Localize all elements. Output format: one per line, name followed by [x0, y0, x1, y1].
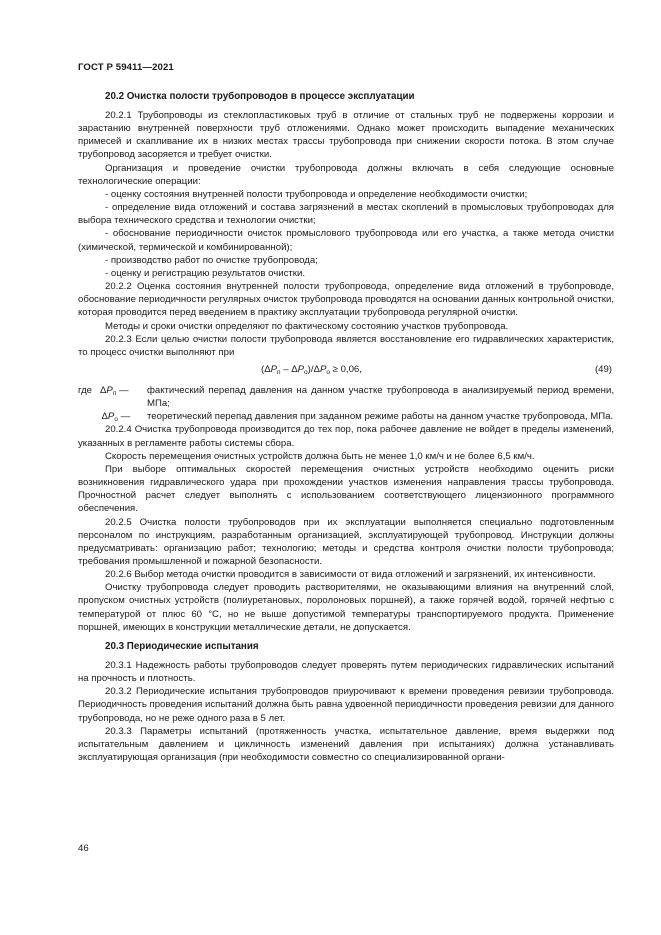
symbol-label: где $\Delta P_п$ —: [78, 384, 132, 397]
paragraph-20-2-3: 20.2.3 Если целью очистки полости трубопровода является восстановление его гидравлических характеристик, то процесс очистки выполняют при: [78, 333, 614, 358]
page-content: [78, 90, 614, 764]
symbol-description: теоретический перепад давления при заданном режиме работы на данном участке трубопровода, МПа.: [147, 411, 614, 423]
list-item: - оценку состояния внутренней полости трубопровода и определение необходимости очистки;: [105, 188, 528, 200]
list-item: - определение вида отложений и состава загрязнений в местах скоплений в промысловых трубопроводах для выбора технического средства и технологии очистки;: [78, 202, 614, 227]
paragraph-hydraulic-shock: При выборе оптимальных скоростей перемещения очистных устройств необходимо оценить риски возникновения гидравлического удара при прохождении участков изменения направления трассы трубопровода. Прочностной расчет следует выполнять с использованием соответствующего лицензионного программного обеспечения.: [78, 463, 614, 515]
paragraph-20-2-1: 20.2.1 Трубопроводы из стеклопластиковых труб в отличие от стальных труб не подвержены коррозии и зарастанию внутренней поверхности труб отложениями. Однако может происходить выпадение механических примесей и скапливание их в низких местах трассы трубопровода при снижении скорости потока. В этом случае трубопровод засоряется и требует очистки.: [78, 110, 614, 161]
symbol-description: фактический перепад давления на данном участке трубопровода в анализируемый период времени, МПа;: [147, 384, 614, 410]
paragraph-20-3-3: 20.3.3 Параметры испытаний (протяженность участка, испытательное давление, время выдержки под испытательным давлением и цикличность изменений давления при испытаниях) должна устанавливать эксплуатирующая организация (при необходимости совместно со специализированной органи-: [78, 725, 614, 764]
paragraph-methods: Методы и сроки очистки определяют по фактическому состоянию участков трубопровода.: [105, 320, 509, 332]
list-item: - обоснование периодичности очисток промыслового трубопровода или его участка, а также метода очистки (химической, термической и комбинированной);: [78, 228, 614, 253]
symbol-definition: [78, 384, 614, 410]
section-heading-20-2: 20.2 Очистка полости трубопроводов в процессе эксплуатации: [105, 91, 415, 102]
formula-expression: $(\Delta P_п - \Delta P_о)/\Delta P_о \ge 0,06$,: [261, 363, 362, 376]
page-number: 46: [78, 843, 89, 854]
paragraph-speed: Скорость перемещения очистных устройств должна быть не менее 1,0 км/ч и не более 6,5 км/ч.: [105, 450, 535, 462]
standard-designation: ГОСТ Р 59411—2021: [78, 62, 174, 73]
formula-number: (49): [594, 363, 612, 375]
symbol-label: $\Delta P_о$ —: [78, 411, 133, 424]
paragraph-20-3-2: 20.3.2 Периодические испытания трубопроводов приурочивают к времени проведения ревизии трубопровода. Периодичность проведения испытаний должна быть равна удвоенной периодичности проведения ревизии для данного трубопровода, но не реже одного раза в 5 лет.: [78, 686, 614, 724]
paragraph-20-2-2: 20.2.2 Оценка состояния внутренней полости трубопровода, определение вида отложений в трубопроводе, обоснование периодичности регулярных очисток трубопровода проводятся на основании данных контрольной очистки, которая проводится перед введением в практику эксплуатации трубопровода регулярной очистки.: [78, 281, 614, 319]
paragraph-20-2-6: 20.2.6 Выбор метода очистки проводится в зависимости от вида отложений и загрязнений, их интенсивности.: [105, 569, 596, 581]
symbol-definition: [78, 410, 614, 423]
list-item: - производство работ по очистке трубопровода;: [105, 254, 318, 266]
list-item: - оценку и регистрацию результатов очистки.: [105, 267, 305, 279]
paragraph-20-2-4: 20.2.4 Очистка трубопровода производится до тех пор, пока рабочее давление не войдет в пределы изменений, указанных в регламенте работы системы сбора.: [78, 424, 614, 449]
section-heading-20-3: 20.3 Периодические испытания: [105, 640, 259, 652]
paragraph-solvents: Очистку трубопровода следует проводить растворителями, не оказывающими влияния на внутренний слой, пропуском очистных устройств (полиуретановых, поролоновых поршней), а также горячей водой, горячей нефтью с температурой от плюс 60 °С, но не выше допустимой температуры транспортируемого продукта. Применение поршней, имеющих в конструкции металлические детали, не допускается.: [78, 582, 614, 633]
paragraph-operations-intro: Организация и проведение очистки трубопровода должны включать в себя следующие основные технологические операции:: [78, 162, 614, 187]
paragraph-20-2-5: 20.2.5 Очистка полости трубопроводов при их эксплуатации выполняется специально подготовленным персоналом по инструкциям, разработанным организацией, эксплуатирующей трубопровод. Инструкции должны предусматривать: организацию работ; технологию; методы и средства контроля очистки полости трубопровода; требования промышленной и пожарной безопасности.: [78, 516, 614, 567]
paragraph-20-3-1: 20.3.1 Надежность работы трубопроводов следует проверять путем периодических гидравлических испытаний на прочность и плотность.: [78, 659, 614, 685]
formula-49: [78, 363, 614, 377]
